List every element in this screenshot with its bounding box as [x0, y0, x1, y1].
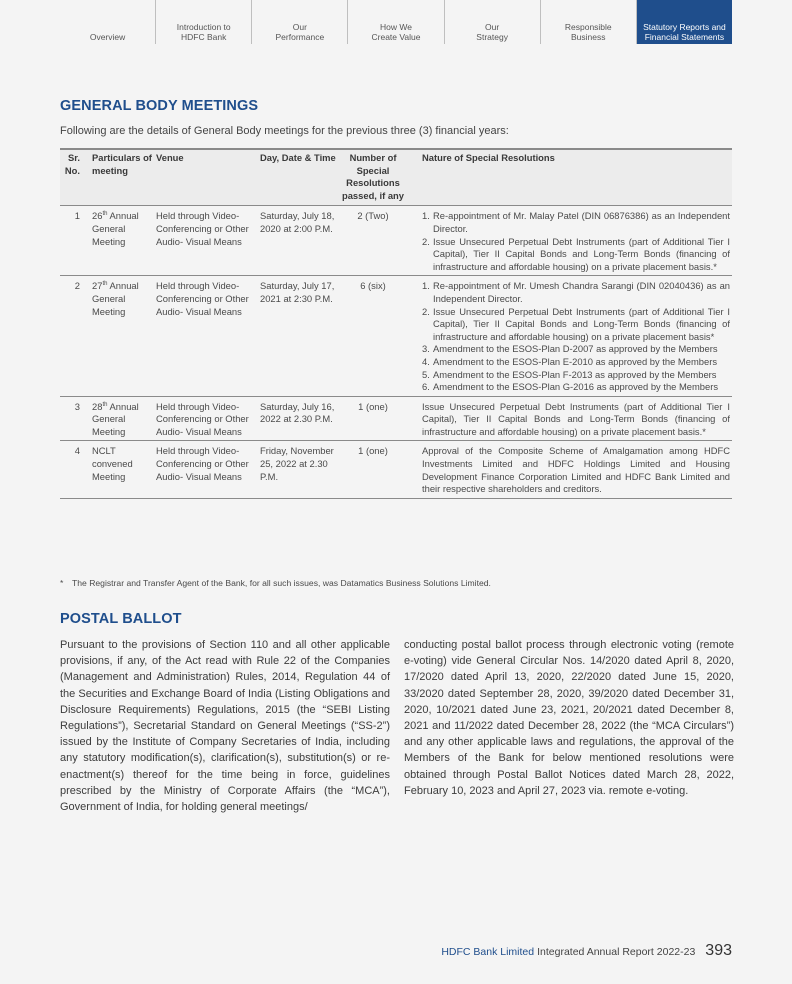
resolution-text: Amendment to the ESOS-Plan D-2007 as approved by the Members [433, 343, 718, 355]
cell-venue: Held through Video-Conferencing or Other Audio- Visual Means [156, 280, 249, 317]
cell-sr: 4 [74, 445, 80, 457]
resolution-number: 1. [422, 210, 430, 222]
ordinal: 26 [92, 210, 103, 222]
header-venue: Venue [156, 152, 184, 163]
cell-number: 2 (Two) [357, 210, 389, 222]
cell-particulars [90, 210, 156, 273]
table-row [60, 206, 732, 276]
tab-statutory-reports-line1: Statutory Reports and [643, 22, 726, 32]
tab-responsible-business-line1: Responsible [564, 22, 612, 32]
resolution-text: Issue Unsecured Perpetual Debt Instruments (part of Additional Tier I Capital), Tier II Capital Bonds and Long-Term Bonds (financing of infrastructure and affordable housing) on a private placement basis.* [433, 235, 730, 272]
header-nature: Nature of Special Resolutions [422, 152, 555, 163]
particulars-text: Annual General Meeting [92, 210, 139, 247]
page-number: 393 [705, 942, 732, 959]
resolution-item [422, 343, 730, 356]
cell-date: Saturday, July 17, 2021 at 2:30 P.M. [260, 280, 335, 304]
cell-date: Friday, November 25, 2022 at 2.30 P.M. [260, 445, 334, 482]
gbm-heading: GENERAL BODY MEETINGS [60, 98, 259, 114]
resolution-item [422, 236, 730, 274]
header-number: Number of Special Resolutions passed, if any [341, 152, 404, 201]
particulars-text: Annual General Meeting [92, 280, 139, 317]
cell-date: Saturday, July 16, 2022 at 2.30 P.M. [260, 400, 335, 425]
resolution-item [422, 210, 730, 235]
tab-responsible-business[interactable] [541, 0, 637, 44]
tab-strategy-line2: Strategy [476, 32, 508, 42]
postal-ballot-right-column: conducting postal ballot process through electronic voting (remote e-voting) vide General Circular Nos. 14/2020 dated April 8, 2020, 17/2020 dated April 13, 2020, 22/2020 dated June 15, 2020, 33/2020 dated September 28, 2020, 39/2020 dated December 31, 2020, 10/2021 dated June 23, 2021, 20/2021 dated December 8, 2021 and 11/2022 dated December 28, 2022 (the “MCA Circulars”) and any other applicable laws and regulations, the approval of the Members of the Bank for below mentioned resolutions were obtained through Postal Ballot Notices dated March 28, 2022, February 10, 2023 and April 27, 2023 via. remote e-voting. [404, 639, 734, 797]
resolution-text: Re-appointment of Mr. Malay Patel (DIN 06876386) as an Independent Director. [433, 210, 730, 234]
cell-particulars [90, 401, 156, 439]
cell-number: 1 (one) [358, 400, 388, 412]
resolution-number: 3. [422, 343, 430, 355]
cell-sr: 2 [74, 280, 80, 292]
cell-nature: Approval of the Composite Scheme of Amalgamation among HDFC Investments Limited and HDFC Holdings Limited and Housing Development Finance Corporation Limited and HDFC Bank Limited and their respective shareholders and creditors. [422, 445, 730, 495]
resolution-item [422, 280, 730, 305]
cell-venue: Held through Video-Conferencing or Other Audio- Visual Means [156, 210, 249, 247]
section-nav [60, 0, 732, 44]
resolution-text: Amendment to the ESOS-Plan F-2013 as approved by the Members [433, 368, 717, 380]
header-sr: Sr. No. [64, 152, 80, 176]
resolution-number: 1. [422, 280, 430, 292]
cell-date: Saturday, July 18, 2020 at 2:00 P.M. [260, 210, 335, 234]
gbm-table [60, 148, 732, 499]
footer-brand: HDFC Bank Limited [441, 946, 535, 958]
resolution-number: 2. [422, 305, 430, 317]
resolution-item [422, 356, 730, 369]
resolution-number: 2. [422, 235, 430, 247]
tab-performance-line1: Our [292, 22, 307, 32]
tab-statutory-reports-line2: Financial Statements [644, 32, 725, 42]
table-row [60, 441, 732, 498]
resolution-item [422, 369, 730, 382]
resolution-number: 6. [422, 381, 430, 393]
table-header [60, 148, 732, 206]
cell-particulars: NCLT convened Meeting [92, 445, 133, 482]
postal-ballot-left-column: Pursuant to the provisions of Section 110 and all other applicable provisions, if any, of the Act read with Rule 22 of the Companies (Management and Administration) Rules, 2014, Regulation 44 of the Securities and Exchange Board of India (Listing Obligations and Disclosure Requirements) Regulations, 2015 (the “SEBI Listing Regulations”), Secretarial Standard on General Meetings (“SS-2”) issued by the Institute of Company Secretaries of India, including any statutory modification(s), clarification(s), substitution(s) or re-enactment(s) thereof for the time being in force, guidelines prescribed by the Ministry of Corporate Affairs (the “MCA”), Government of India, for holding general meetings/ [60, 639, 390, 814]
tab-introduction-line1: Introduction to [176, 22, 231, 32]
cell-number: 6 (six) [360, 280, 386, 292]
tab-statutory-reports[interactable] [637, 0, 732, 44]
tab-overview-line2: Overview [89, 32, 126, 42]
tab-responsible-business-line2: Business [571, 32, 606, 42]
tab-performance-line2: Performance [275, 32, 325, 42]
tab-overview[interactable] [60, 0, 156, 44]
ordinal-suffix: th [102, 401, 108, 408]
resolution-text: Amendment to the ESOS-Plan E-2010 as approved by the Members [433, 355, 718, 367]
resolution-number: 4. [422, 355, 430, 367]
tab-create-value-line2: Create Value [371, 32, 421, 42]
page-footer [441, 942, 732, 960]
resolution-text: Re-appointment of Mr. Umesh Chandra Sarangi (DIN 02040436) as an Independent Director. [433, 280, 730, 304]
resolution-number: 5. [422, 368, 430, 380]
tab-create-value[interactable] [348, 0, 444, 44]
ordinal-suffix: th [102, 281, 108, 288]
footer-report-title: Integrated Annual Report 2022-23 [537, 946, 696, 958]
resolution-item [422, 381, 730, 394]
gbm-intro: Following are the details of General Body meetings for the previous three (3) financial years: [60, 125, 509, 137]
cell-nature: Issue Unsecured Perpetual Debt Instruments (part of Additional Tier I Capital), Tier II Capital Bonds and Long-Term Bonds (financing of infrastructure and affordable housing) on a private placement basis.* [422, 400, 730, 437]
tab-create-value-line1: How We [380, 22, 412, 32]
ordinal: 27 [92, 280, 103, 292]
header-date: Day, Date & Time [260, 152, 336, 163]
resolution-text: Amendment to the ESOS-Plan G-2016 as approved by the Members [433, 381, 719, 393]
cell-nature [410, 210, 732, 273]
footnote-text: The Registrar and Transfer Agent of the Bank, for all such issues, was Datamatics Business Solutions Limited. [72, 578, 491, 588]
resolution-text: Issue Unsecured Perpetual Debt Instruments (part of Additional Tier I Capital), Tier II Capital Bonds and Long-Term Bonds (financing of infrastructure and affordable housing) on a private placement basis* [433, 305, 730, 342]
tab-strategy-line1: Our [485, 22, 500, 32]
postal-ballot-heading: POSTAL BALLOT [60, 611, 182, 627]
footnote-mark: * [60, 578, 64, 588]
cell-particulars [90, 280, 156, 393]
resolution-item [422, 306, 730, 344]
table-footnote [60, 578, 491, 588]
cell-number: 1 (one) [358, 445, 388, 457]
ordinal: 28 [92, 400, 103, 412]
tab-introduction[interactable] [156, 0, 252, 44]
tab-strategy[interactable] [445, 0, 541, 44]
tab-performance[interactable] [252, 0, 348, 44]
table-row [60, 276, 732, 396]
table-row [60, 397, 732, 442]
header-particulars: Particulars of meeting [92, 152, 152, 176]
particulars-text: Annual General Meeting [92, 400, 139, 437]
tab-introduction-line2: HDFC Bank [181, 32, 227, 42]
cell-venue: Held through Video-Conferencing or Other Audio- Visual Means [156, 445, 249, 482]
cell-venue: Held through Video-Conferencing or Other Audio- Visual Means [156, 400, 249, 437]
cell-sr: 3 [74, 400, 80, 412]
cell-nature [410, 280, 732, 393]
ordinal-suffix: th [102, 211, 108, 218]
cell-sr: 1 [74, 210, 80, 222]
